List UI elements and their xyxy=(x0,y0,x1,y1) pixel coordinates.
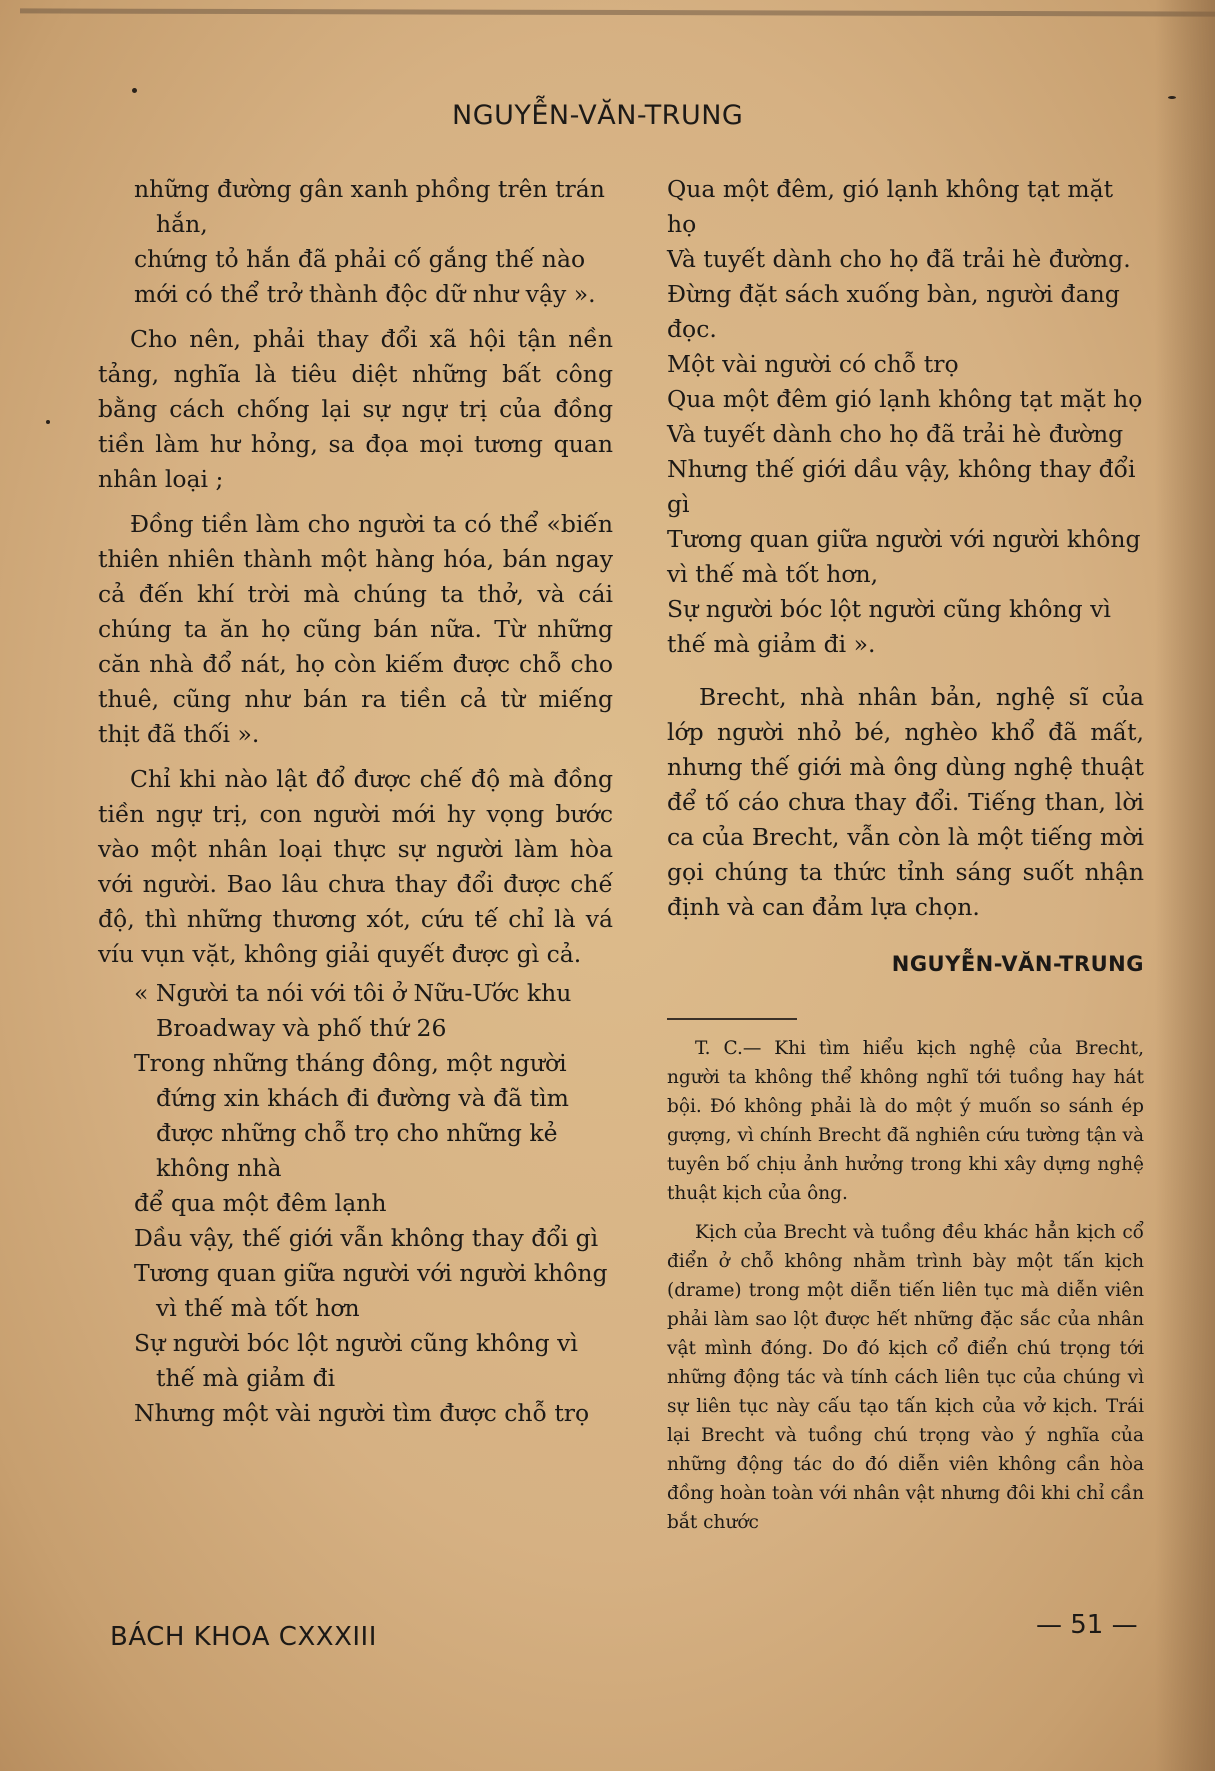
poem-line: Sự người bóc lột người cũng không vì thế mà giảm đi ». xyxy=(667,595,1111,658)
running-head: NGUYỄN-VĂN-TRUNG xyxy=(452,100,744,131)
paragraph: Chỉ khi nào lật đổ được chế độ mà đồng tiền ngự trị, con người mới hy vọng bước vào một nhân loại thực sự người làm hòa với người. Bao lâu chưa thay đổi được chế độ, thì những thương xót, cứu tế chỉ là vá víu vụn vặt, không giải quyết được gì cả. xyxy=(98,765,613,968)
paragraph: Cho nên, phải thay đổi xã hội tận nền tảng, nghĩa là tiêu diệt những bất công bằng cách chống lại sự ngự trị của đồng tiền làm hư hỏng, sa đọa mọi tương quan nhân loại ; xyxy=(98,325,613,493)
ink-speck xyxy=(46,420,50,424)
poem-line: Sự người bóc lột người cũng không vì thế mà giảm đi xyxy=(134,1329,578,1392)
footnote-divider xyxy=(667,1018,797,1020)
author-signature: NGUYỄN-VĂN-TRUNG xyxy=(891,952,1144,976)
footnote-paragraph: Kịch của Brecht và tuồng đều khác hẳn kịch cổ điển ở chỗ không nhằm trình bày một tấn kịch (drame) trong một diễn tiến liên tục mà diễn viên phải làm sao lột được hết những đặc sắc của nhân vật mình đóng. Do đó kịch cổ điển chú trọng tới những động tác và tính cách liên tục của chúng vì sự liên tục này cấu tạo tấn kịch của vở kịch. Trái lại Brecht và tuồng chú trọng vào ý nghĩa của những động tác do đó diễn viên không cần hòa đồng hoàn toàn với nhân vật nhưng đôi khi chỉ cần bắt chước xyxy=(667,1222,1144,1533)
poem-line: Nhưng thế giới dầu vậy, không thay đổi gì xyxy=(667,455,1136,518)
poem-block-continued xyxy=(667,172,1144,662)
poem-line: để qua một đêm lạnh xyxy=(134,1189,387,1217)
poem-line: Qua một đêm, gió lạnh không tạt mặt họ xyxy=(667,175,1114,238)
quote-line: mới có thể trở thành độc dữ như vậy ». xyxy=(134,280,596,308)
right-column xyxy=(667,172,1144,1537)
publication-footer: BÁCH KHOA CXXXIII xyxy=(110,1622,377,1652)
page-edge-shadow xyxy=(1155,0,1215,1771)
footnote-paragraph: T. C.— Khi tìm hiểu kịch nghệ của Brecht, người ta không thể không nghĩ tới tuồng hay hát bội. Đó không phải là do một ý muốn so sánh ép gượng, vì chính Brecht đã nghiên cứu tường tận và tuyên bố chịu ảnh hưởng trong khi xây dựng nghệ thuật kịch của ông. xyxy=(667,1038,1144,1204)
left-column xyxy=(98,172,613,1431)
poem-line: Tương quan giữa người với người không vì thế mà tốt hơn, xyxy=(667,525,1141,588)
poem-line: Một vài người có chỗ trọ xyxy=(667,350,959,378)
poem-line: Dầu vậy, thế giới vẫn không thay đổi gì xyxy=(134,1224,599,1252)
poem-line: Qua một đêm gió lạnh không tạt mặt họ xyxy=(667,385,1143,413)
poem-block xyxy=(98,976,613,1431)
ink-speck xyxy=(132,88,137,93)
ink-speck xyxy=(1168,96,1176,99)
poem-line: Và tuyết dành cho họ đã trải hè đường. xyxy=(667,245,1131,273)
page-top-edge xyxy=(20,8,1215,16)
poem-line: Đừng đặt sách xuống bàn, người đang đọc. xyxy=(667,280,1120,343)
quote-line: những đường gân xanh phồng trên trán hắn, xyxy=(134,175,605,238)
quote-line: chứng tỏ hắn đã phải cố gắng thế nào xyxy=(134,245,586,273)
paragraph: Đồng tiền làm cho người ta có thể «biến thiên nhiên thành một hàng hóa, bán ngay cả đến khí trời mà chúng ta thở, và cái chúng ta ăn họ cũng bán nữa. Từ những căn nhà đổ nát, họ còn kiếm được chỗ cho thuê, cũng như bán ra tiền cả từ miếng thịt đã thối ». xyxy=(98,510,613,748)
poem-line: Tương quan giữa người với người không vì thế mà tốt hơn xyxy=(134,1259,608,1322)
paragraph: Brecht, nhà nhân bản, nghệ sĩ của lớp người nhỏ bé, nghèo khổ đã mất, nhưng thế giới mà ông dùng nghệ thuật để tố cáo chưa thay đổi. Tiếng than, lời ca của Brecht, vẫn còn là một tiếng mời gọi chúng ta thức tỉnh sáng suốt nhận định và can đảm lựa chọn. xyxy=(667,683,1144,921)
quote-block-top xyxy=(98,172,613,312)
poem-line: Và tuyết dành cho họ đã trải hè đường xyxy=(667,420,1124,448)
poem-line: Trong những tháng đông, một người đứng xin khách đi đường và đã tìm được những chỗ trọ cho những kẻ không nhà xyxy=(134,1049,569,1182)
page-number: — 51 — xyxy=(1036,1610,1138,1640)
poem-line: « Người ta nói với tôi ở Nữu-Ước khu Broadway và phố thứ 26 xyxy=(134,979,572,1042)
poem-line: Nhưng một vài người tìm được chỗ trọ xyxy=(134,1399,590,1427)
